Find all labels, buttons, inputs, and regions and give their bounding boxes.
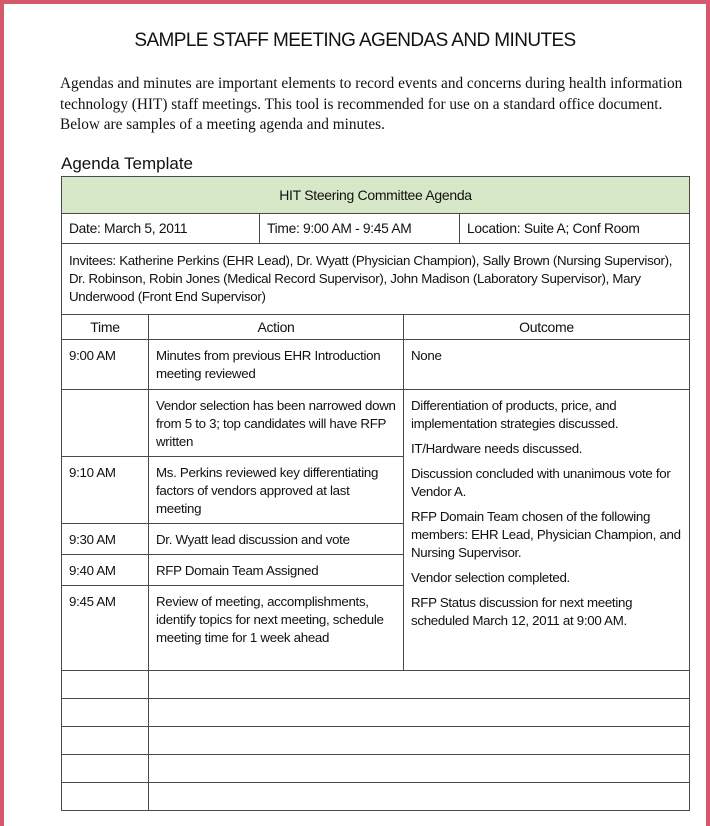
col-header-time: Time <box>62 315 149 340</box>
outcome-item: Discussion concluded with unanimous vote for Vendor A. <box>411 466 671 499</box>
row-action: Minutes from previous EHR Introduction meeting reviewed <box>149 340 404 390</box>
page-title: SAMPLE STAFF MEETING AGENDAS AND MINUTES <box>134 30 576 51</box>
outcome-item: IT/Hardware needs discussed. <box>411 441 583 456</box>
row-time: 9:40 AM <box>62 555 149 586</box>
empty-row <box>62 783 690 811</box>
empty-row <box>62 699 690 727</box>
row-time: 9:00 AM <box>62 340 149 390</box>
intro-paragraph <box>60 74 690 136</box>
row-action: Ms. Perkins reviewed key differentiating factors of vendors approved at last meeting <box>149 457 404 524</box>
intro-line: technology (HIT) staff meetings. This tool is recommended for use on a standard office document. <box>60 95 663 113</box>
section-title: Agenda Template <box>61 154 194 173</box>
outcome-item: RFP Status discussion for next meeting scheduled March 12, 2011 at 9:00 AM. <box>411 595 633 628</box>
row-time: 9:45 AM <box>62 586 149 671</box>
table-row <box>62 340 690 390</box>
col-header-action: Action <box>149 315 404 340</box>
row-time <box>62 390 149 457</box>
row-action: Dr. Wyatt lead discussion and vote <box>149 524 404 555</box>
intro-line: Agendas and minutes are important elements to record events and concerns during health information <box>60 75 683 92</box>
column-header-row <box>62 315 690 340</box>
outcome-cell <box>404 390 690 671</box>
agenda-table <box>61 176 690 811</box>
outcome-item: Vendor selection completed. <box>411 570 570 585</box>
table-row <box>62 390 690 457</box>
meeting-time: Time: 9:00 AM - 9:45 AM <box>260 214 460 244</box>
intro-line: Below are samples of a meeting agenda and minutes. <box>60 116 385 133</box>
meeting-info-row <box>62 214 690 244</box>
outcome-item: RFP Domain Team chosen of the following members: EHR Lead, Physician Champion, and Nursing Supervisor. <box>411 509 681 560</box>
row-outcome: None <box>404 340 690 390</box>
agenda-header: HIT Steering Committee Agenda <box>62 177 690 214</box>
empty-row <box>62 671 690 699</box>
agenda-table-wrapper <box>61 176 689 811</box>
col-header-outcome: Outcome <box>404 315 690 340</box>
row-action: Review of meeting, accomplishments, identify topics for next meeting, schedule meeting time for 1 week ahead <box>149 586 404 671</box>
meeting-date: Date: March 5, 2011 <box>62 214 260 244</box>
meeting-location: Location: Suite A; Conf Room <box>460 214 690 244</box>
empty-row <box>62 755 690 783</box>
outcome-item: Differentiation of products, price, and implementation strategies discussed. <box>411 398 619 431</box>
row-time: 9:10 AM <box>62 457 149 524</box>
row-time: 9:30 AM <box>62 524 149 555</box>
row-action: RFP Domain Team Assigned <box>149 555 404 586</box>
row-action: Vendor selection has been narrowed down from 5 to 3; top candidates will have RFP written <box>149 390 404 457</box>
empty-row <box>62 727 690 755</box>
invitees: Invitees: Katherine Perkins (EHR Lead), Dr. Wyatt (Physician Champion), Sally Brown (Nursing Supervisor), Dr. Robinson, Robin Jones (Medical Record Supervisor), John Madison (Laboratory Supervisor), Mary Underwood (Front End Supervisor) <box>62 244 690 315</box>
